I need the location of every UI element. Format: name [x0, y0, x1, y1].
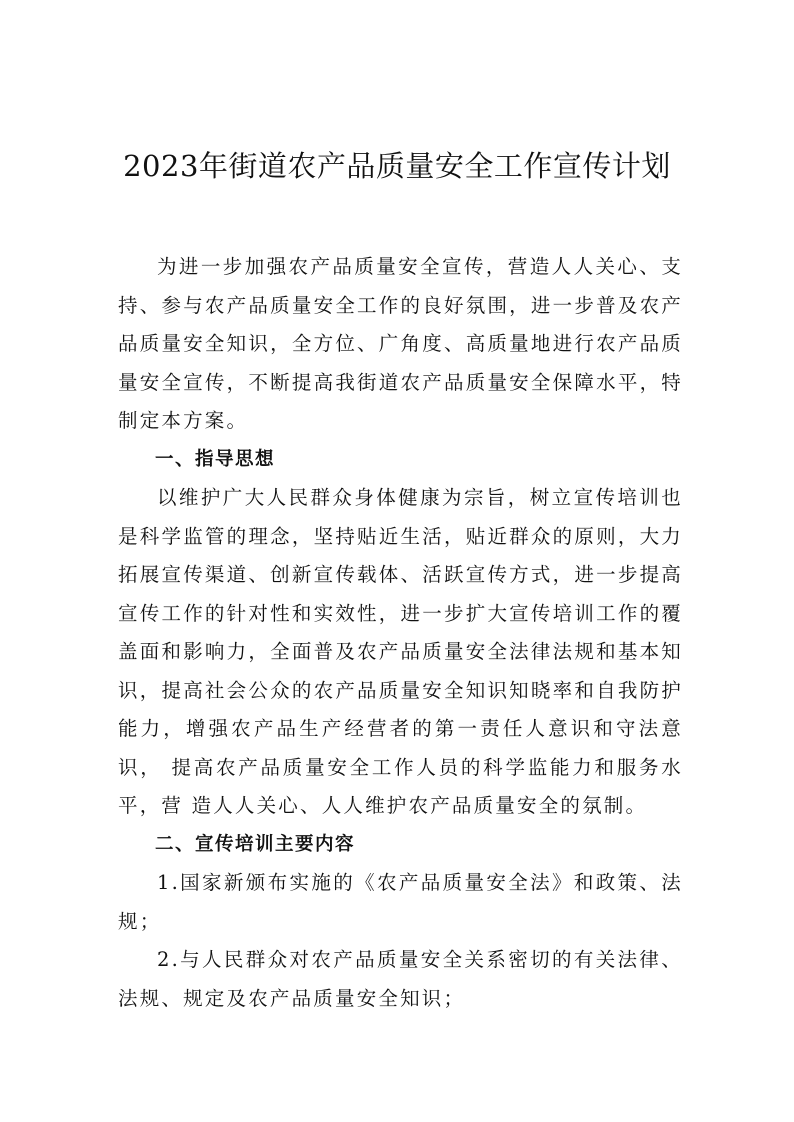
document-title: 2023年街道农产品质量安全工作宣传计划: [123, 149, 671, 183]
guiding-ideology-paragraph: 以维护广大人民群众身体健康为宗旨，树立宣传培训也是科学监管的理念，坚持贴近生活，贴近群众的原则，大力拓展宣传渠道、创新宣传载体、活跃宣传方式，进一步提高宣传工作的针对性和实效性，进一步扩大宣传培训工作的覆 盖面和影响力，全面普及农产品质量安全法律法规和基本知 识，提高社会公众的农产品质量安全知识知晓率和自我防护 能力，增强农产品生产经营者的第一责任人意识和守法意识， 提高农产品质量安全工作人员的科学监能力和服务水平，营 造人人关心、人人维护农产品质量安全的氛制。: [118, 486, 683, 817]
intro-paragraph: 为进一步加强农产品质量安全宣传，营造人人关心、支持、参与农产品质量安全工作的良好氛围，进一步普及农产品质量安全知识，全方位、广角度、高质量地进行农产品质量安全宣传，不断提高我街道农产品质量安全保障水平，特制定本方案。: [118, 255, 683, 432]
content-item-2: 2.与人民群众对农产品质量安全关系密切的有关法律、法规、规定及农产品质量安全知识；: [118, 948, 683, 1010]
section-heading-guiding-ideology: 一、指导思想: [155, 448, 276, 470]
document-body: [118, 248, 683, 1018]
section-heading-main-content: 二、宣传培训主要内容: [155, 833, 356, 855]
content-item-1: 1.国家新颁布实施的《农产品质量安全法》和政策、法规；: [118, 871, 683, 933]
